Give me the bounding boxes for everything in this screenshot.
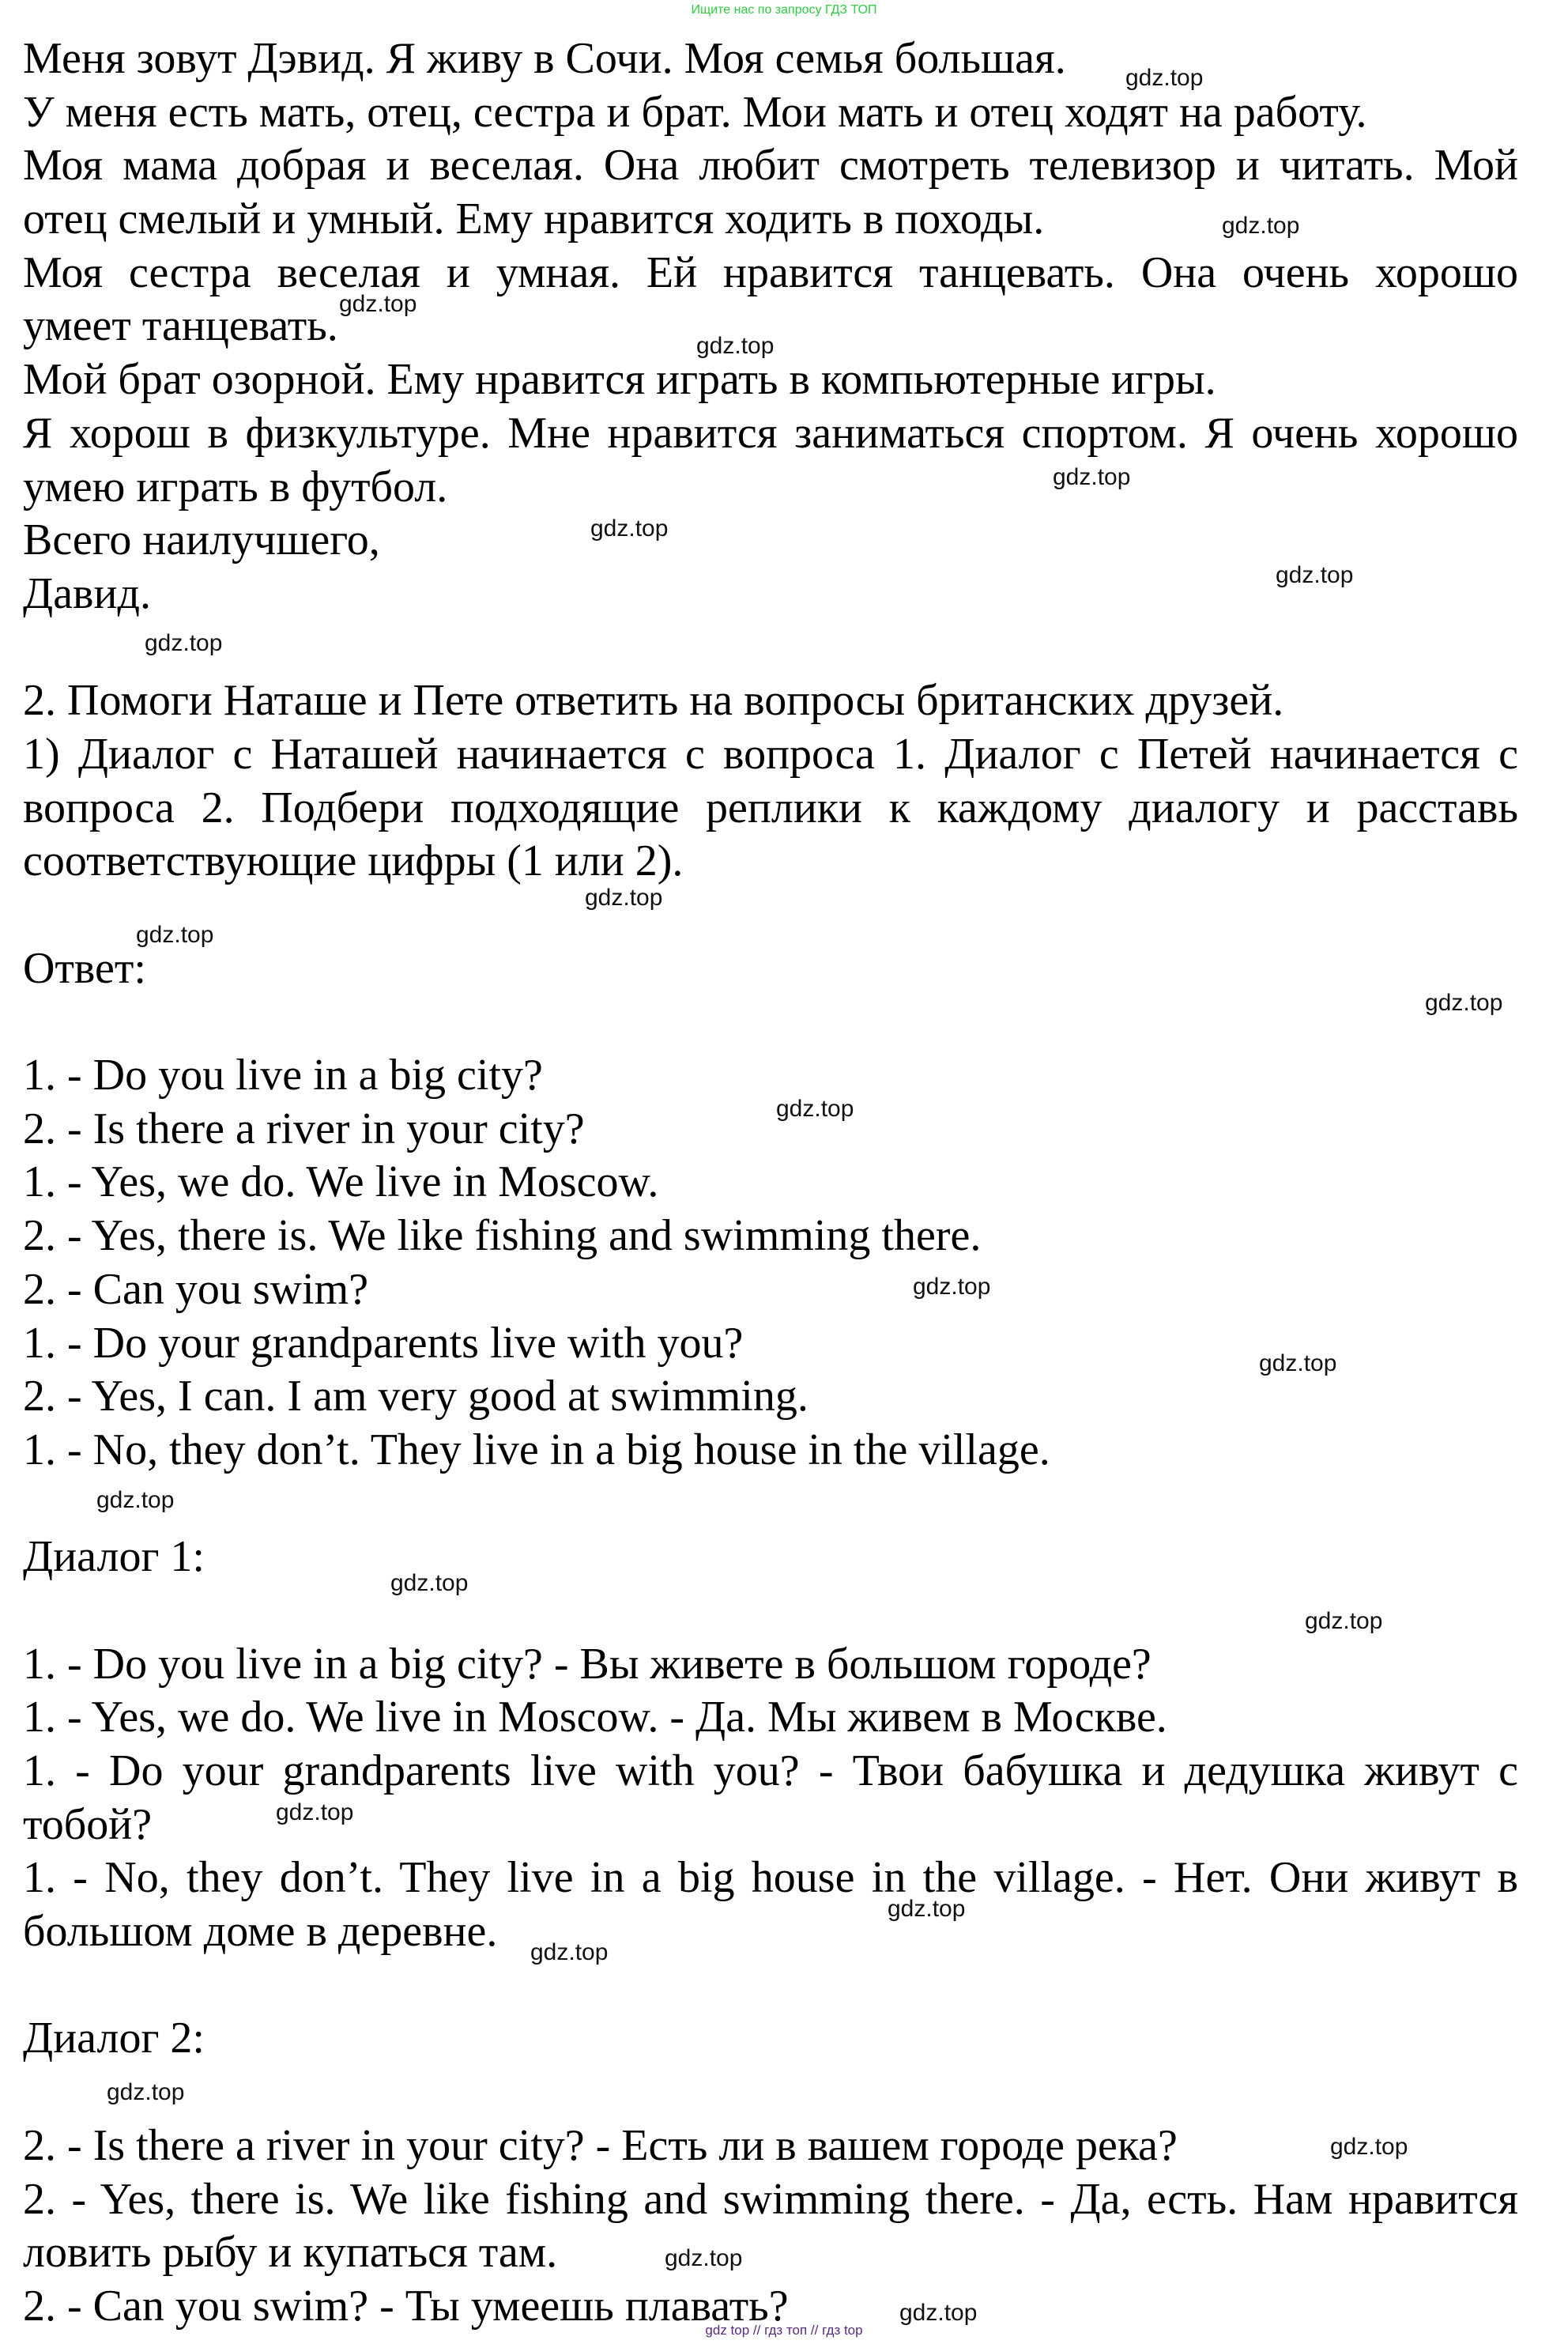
watermark: gdz.top: [136, 922, 214, 948]
watermark: gdz.top: [276, 1799, 354, 1825]
text-line: Давид.: [23, 568, 151, 618]
watermark: gdz.top: [913, 1274, 991, 1300]
text-line: соответствующие цифры (1 или 2).: [23, 836, 684, 886]
blank-line: [23, 889, 1518, 943]
text-line: 1. - Do you live in a big city?: [23, 1051, 543, 1100]
text-line: 1. - No, they don’t. They live in a big house in the village. - Нет. Они живут в: [23, 1853, 1518, 1903]
text-line: Моя сестра веселая и умная. Ей нравится танцевать. Она очень хорошо: [23, 247, 1518, 297]
watermark: gdz.top: [339, 291, 417, 317]
text-line: 2. - Yes, there is. We like fishing and swimming there.: [23, 1211, 982, 1261]
watermark: gdz.top: [96, 1487, 175, 1513]
bottom-banner: gdz top // гдз топ // гдз top: [705, 2323, 863, 2338]
watermark: gdz.top: [1222, 213, 1300, 239]
watermark: gdz.top: [888, 1896, 966, 1922]
watermark: gdz.top: [1053, 464, 1131, 490]
watermark: gdz.top: [899, 2300, 978, 2326]
text-line: Ответ:: [23, 943, 146, 993]
text-line: 2. - Yes, I can. I am very good at swimming.: [23, 1372, 808, 1421]
text-line: Диалог 2:: [23, 2014, 205, 2063]
watermark: gdz.top: [1259, 1350, 1337, 1376]
blank-line: [23, 1585, 1518, 1639]
watermark: gdz.top: [1276, 562, 1354, 588]
text-line: 1. - Do you live in a big city? - Вы живете в большом городе?: [23, 1639, 1152, 1689]
text-line: 2. - Can you swim? - Ты умеешь плавать?: [23, 2281, 789, 2331]
watermark: gdz.top: [1125, 65, 1204, 91]
text-line: Я хорош в физкультуре. Мне нравится заниматься спортом. Я очень хорошо: [23, 408, 1518, 458]
text-line: 1. - No, they don’t. They live in a big house in the village.: [23, 1425, 1050, 1474]
blank-line: [23, 2067, 1518, 2120]
watermark: gdz.top: [696, 333, 775, 359]
text-line: Всего наилучшего,: [23, 515, 380, 565]
text-line: умею играть в футбол.: [23, 462, 448, 511]
text-line: 1. - Do your grandparents live with you? - Твои бабушка и дедушка живут с: [23, 1746, 1518, 1795]
text-line: тобой?: [23, 1799, 153, 1849]
blank-line: [23, 996, 1518, 1050]
text-line: большом доме в деревне.: [23, 1907, 498, 1957]
watermark: gdz.top: [530, 1939, 609, 1965]
blank-line: [23, 622, 1518, 676]
text-line: 2. Помоги Наташе и Пете ответить на вопросы британских друзей.: [23, 676, 1284, 726]
watermark: gdz.top: [1305, 1608, 1383, 1634]
document-text: [23, 33, 1518, 2335]
watermark: gdz.top: [665, 2245, 743, 2271]
text-line: Мой брат озорной. Ему нравится играть в компьютерные игры.: [23, 355, 1216, 405]
text-line: 2. - Yes, there is. We like fishing and swimming there. - Да, есть. Нам нравится: [23, 2174, 1518, 2224]
top-banner: Ищите нас по запросу ГДЗ ТОП: [691, 3, 877, 17]
text-line: Меня зовут Дэвид. Я живу в Сочи. Моя семья большая.: [23, 34, 1066, 83]
text-line: отец смелый и умный. Ему нравится ходить в походы.: [23, 194, 1045, 244]
watermark: gdz.top: [390, 1570, 469, 1596]
watermark: gdz.top: [145, 630, 223, 656]
watermark: gdz.top: [590, 515, 669, 542]
text-line: ловить рыбу и купаться там.: [23, 2228, 558, 2278]
text-line: умеет танцевать.: [23, 301, 338, 351]
text-line: вопроса 2. Подбери подходящие реплики к каждому диалогу и расставь: [23, 783, 1518, 832]
blank-line: [23, 1960, 1518, 2014]
text-line: 2. - Is there a river in your city?: [23, 1104, 585, 1153]
watermark: gdz.top: [107, 2079, 185, 2105]
text-line: 1. - Yes, we do. We live in Moscow.: [23, 1157, 659, 1207]
text-line: У меня есть мать, отец, сестра и брат. Мои мать и отец ходят на работу.: [23, 87, 1367, 137]
watermark: gdz.top: [585, 885, 663, 911]
text-line: 2. - Is there a river in your city? - Есть ли в вашем городе река?: [23, 2120, 1178, 2170]
watermark: gdz.top: [1330, 2134, 1408, 2160]
watermark: gdz.top: [776, 1096, 854, 1122]
watermark: gdz.top: [1425, 990, 1503, 1016]
text-line: Моя мама добрая и веселая. Она любит смотреть телевизор и читать. Мой: [23, 141, 1518, 191]
text-line: 2. - Can you swim?: [23, 1264, 369, 1314]
text-line: 1) Диалог с Наташей начинается с вопроса 1. Диалог с Петей начинается с: [23, 729, 1518, 779]
text-line: 1. - Yes, we do. We live in Moscow. - Да. Мы живем в Москве.: [23, 1693, 1167, 1742]
text-line: Диалог 1:: [23, 1532, 205, 1582]
text-line: 1. - Do your grandparents live with you?: [23, 1318, 744, 1368]
blank-line: [23, 1478, 1518, 1532]
